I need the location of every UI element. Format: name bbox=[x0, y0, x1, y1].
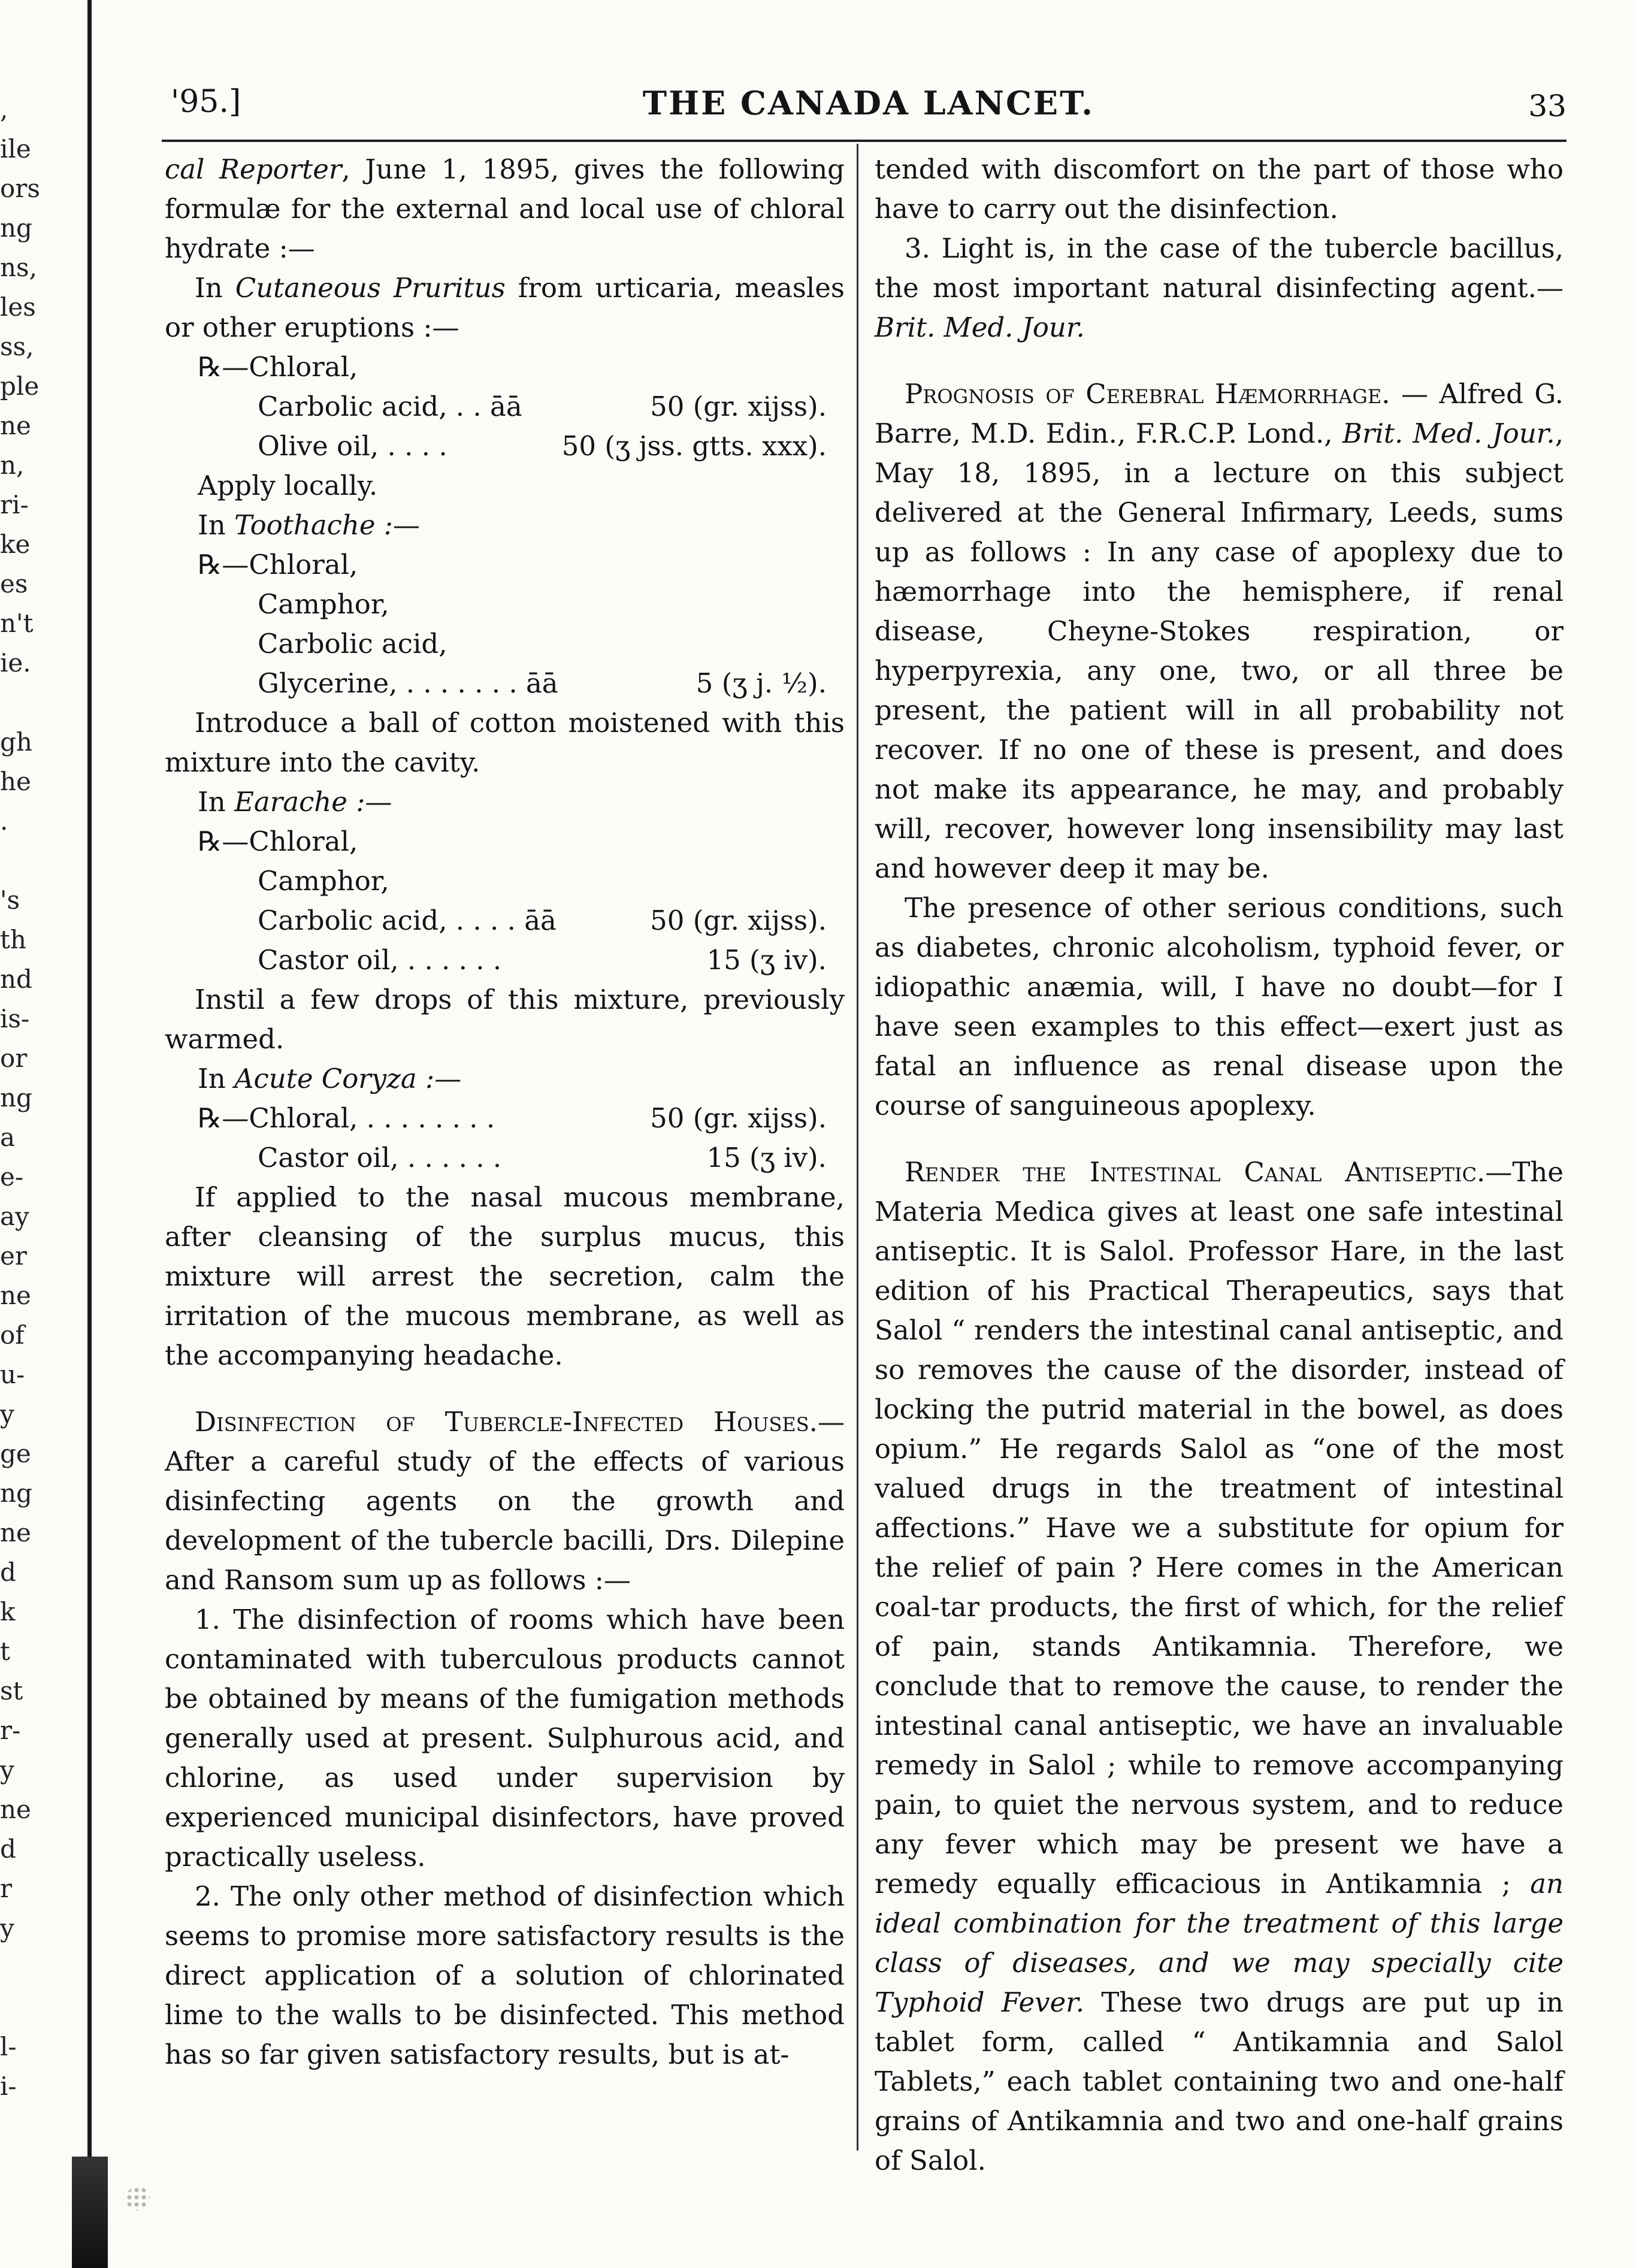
fragment-line: ng bbox=[0, 213, 32, 243]
fragment-line: is- bbox=[0, 1004, 30, 1033]
dose: 50 (gr. xijss). bbox=[650, 1102, 827, 1134]
header-rule bbox=[162, 140, 1567, 142]
article-paragraph: The presence of other serious conditions, such as diabetes, chronic alcoholism, typhoid fever, or idiopathic anæmia, will, I have no doubt—for I have seen examples to this effect—exert just as fatal an influence as renal disease upon the course of sanguineous apoplexy. bbox=[875, 892, 1564, 1121]
ingredient: Olive oil, . . . . bbox=[258, 430, 447, 462]
fragment-line: k bbox=[0, 1597, 16, 1626]
fragment-line: he bbox=[0, 767, 31, 796]
article-text: —After a careful study of the effects of various disinfecting agents on the growth and development of the tubercle bacilli, Drs. Dilepine and Ransom sum up as follows :— bbox=[165, 1406, 845, 1596]
pruritus-desc: from urticaria, measles or other eruptions :— bbox=[165, 272, 845, 343]
formula-row bbox=[165, 901, 845, 941]
formula-row bbox=[165, 585, 845, 624]
numbered-point: 1. The disinfection of rooms which have been contaminated with tuberculous products cannot be obtained by means of the fumigation methods generally used at present. Sulphurous acid, and chlorine, as used under supervision by experienced municipal disinfectors, have proved practically useless. bbox=[165, 1604, 845, 1873]
earache-heading bbox=[165, 782, 845, 822]
fragment-line: u- bbox=[0, 1360, 25, 1389]
article-text: , May 18, 1895, in a lecture on this subject delivered at the General Infirmary, Leeds, sums up as follows : In any case of apoplexy due to hæmorrhage into the hemisphere, if renal disease, Cheyne-Stokes respiration, or hyperpyrexia, any one, two, or all three be present, the patient will in all probability not recover. If no one of these is present, and does not make its appearance, he may, and probably will, recover, however long insensibility may last and however deep it may be. bbox=[875, 418, 1564, 884]
fragment-line: y bbox=[0, 1913, 14, 1943]
intro-paragraph bbox=[165, 150, 845, 268]
fragment-line: e- bbox=[0, 1162, 24, 1192]
instruction: Introduce a ball of cotton moistened with this mixture into the cavity. bbox=[165, 707, 845, 778]
fragment-line bbox=[0, 1988, 30, 2027]
page-binding-shadow bbox=[72, 2157, 108, 2268]
source-reference: Brit. Med. Jour. bbox=[875, 312, 1085, 343]
page-binding-edge bbox=[87, 0, 92, 2157]
journal-title: THE CANADA LANCET. bbox=[642, 84, 1095, 122]
dose: 15 (ʒ iv). bbox=[706, 944, 827, 976]
fragment-line: ns, bbox=[0, 253, 37, 282]
ingredient: Carbolic acid, . . . . āā bbox=[258, 905, 557, 936]
dose: 50 (ʒ jss. gtts. xxx). bbox=[561, 430, 827, 462]
fragment-line: ri- bbox=[0, 490, 29, 519]
fragment-line: er bbox=[0, 1241, 27, 1271]
article-heading: Disinfection of Tubercle-Infected Houses. bbox=[195, 1406, 818, 1438]
rx-chloral: ℞—Chloral, . . . . . . . . bbox=[198, 1102, 495, 1134]
page-number: 33 bbox=[1528, 89, 1567, 123]
in-label: In bbox=[198, 509, 235, 541]
fragment-line: ors bbox=[0, 174, 40, 203]
point-text: 3. Light is, in the case of the tubercle bacillus, the most important natural disinfecting agent.— bbox=[875, 232, 1564, 304]
pruritus-heading bbox=[165, 268, 845, 347]
prognosis-article bbox=[875, 374, 1564, 888]
fragment-line: ge bbox=[0, 1439, 31, 1468]
fragment-line: st bbox=[0, 1676, 23, 1705]
rx-chloral: ℞—Chloral, bbox=[198, 549, 358, 580]
rx-line bbox=[165, 347, 845, 387]
dose: 5 (ʒ j. ½). bbox=[695, 667, 827, 699]
formula-row bbox=[165, 624, 845, 664]
fragment-line: th bbox=[0, 925, 26, 954]
article-heading: Render the Intestinal Canal Antiseptic. bbox=[905, 1156, 1486, 1188]
rx-line bbox=[165, 822, 845, 861]
column-divider bbox=[857, 144, 858, 2151]
fragment-line: n, bbox=[0, 450, 25, 480]
fragment-line bbox=[0, 1948, 30, 1988]
toothache-title: Toothache :— bbox=[234, 509, 420, 541]
paper-speck bbox=[126, 2187, 150, 2210]
article-heading: Prognosis of Cerebral Hæmorrhage. bbox=[905, 378, 1390, 410]
fragment-line: ng bbox=[0, 1478, 32, 1508]
ingredient: Camphor, bbox=[258, 865, 389, 897]
numbered-point: 2. The only other method of disinfection which seems to promise more satisfactory results is the direct application of a solution of chlorinated lime to the walls to be disinfected. This method has so far given satisfactory results, but is at- bbox=[165, 1880, 845, 2070]
fragment-line: gh bbox=[0, 727, 32, 757]
adjacent-page-fragments bbox=[0, 90, 40, 2106]
fragment-line: , bbox=[0, 95, 8, 124]
rx-line bbox=[165, 545, 845, 585]
coryza-heading bbox=[165, 1059, 845, 1099]
fragment-line: or bbox=[0, 1044, 28, 1073]
instruction: Instil a few drops of this mixture, previously warmed. bbox=[165, 984, 845, 1055]
antiseptic-article bbox=[875, 1153, 1564, 2181]
in-label: In bbox=[195, 272, 235, 304]
instruction: Apply locally. bbox=[198, 470, 378, 501]
fragment-line: ne bbox=[0, 411, 31, 440]
fragment-line: i- bbox=[0, 2072, 17, 2101]
disinfection-article bbox=[165, 1402, 845, 1600]
instruction: If applied to the nasal mucous membrane, after cleansing of the surplus mucus, this mixture will arrest the secretion, calm the irritation of the mucous membrane, as well as the accompanying headache. bbox=[165, 1181, 845, 1371]
earache-title: Earache :— bbox=[234, 786, 392, 818]
fragment-line: a bbox=[0, 1123, 16, 1152]
fragment-line: ss, bbox=[0, 332, 34, 361]
article-text: These two drugs are put up in tablet form, called “ Antikamnia and Salol Tablets,” each tablet containing two and one-half grains of Antikamnia and two and one-half grains of Salol. bbox=[875, 1986, 1564, 2176]
rx-chloral: ℞—Chloral, bbox=[198, 351, 358, 383]
header-year: '95.] bbox=[171, 84, 241, 120]
fragment-line: of bbox=[0, 1320, 25, 1350]
dose: 15 (ʒ iv). bbox=[706, 1142, 827, 1174]
ingredient: Castor oil, . . . . . . bbox=[258, 944, 502, 976]
fragment-line: ne bbox=[0, 1795, 31, 1824]
formula-row bbox=[165, 1138, 845, 1178]
coryza-title: Acute Coryza :— bbox=[234, 1063, 462, 1094]
ingredient: Carbolic acid, bbox=[258, 628, 447, 660]
formula-row bbox=[165, 941, 845, 980]
continued-text: tended with discomfort on the part of those who have to carry out the disinfection. bbox=[875, 153, 1564, 225]
in-label: In bbox=[198, 1063, 235, 1094]
rx-chloral: ℞—Chloral, bbox=[198, 825, 358, 857]
fragment-line: . bbox=[0, 806, 8, 836]
fragment-line: t bbox=[0, 1637, 10, 1666]
fragment-line: r- bbox=[0, 1716, 21, 1745]
ingredient: Carbolic acid, . . āā bbox=[258, 391, 522, 422]
formula-row bbox=[165, 427, 845, 466]
ingredient: Castor oil, . . . . . . bbox=[258, 1142, 502, 1174]
fragment-line: les bbox=[0, 292, 36, 322]
formula-row bbox=[165, 387, 845, 427]
pruritus-title: Cutaneous Pruritus bbox=[235, 272, 506, 304]
fragment-line: y bbox=[0, 1755, 14, 1785]
toothache-heading bbox=[165, 506, 845, 545]
dose: 50 (gr. xijss). bbox=[650, 391, 827, 422]
ingredient: Glycerine, . . . . . . . āā bbox=[258, 667, 558, 699]
fragment-line: ie. bbox=[0, 648, 31, 678]
source-reference: Brit. Med. Jour. bbox=[1342, 418, 1555, 449]
ingredient: Camphor, bbox=[258, 588, 389, 620]
article-text: — Alfred G. Barre, M.D. Edin., F.R.C.P. Lond., bbox=[875, 378, 1564, 449]
numbered-point bbox=[875, 229, 1564, 347]
fragment-line: ne bbox=[0, 1281, 31, 1310]
formula-row bbox=[165, 861, 845, 901]
fragment-line: ng bbox=[0, 1083, 32, 1112]
fragment-line: r bbox=[0, 1874, 13, 1903]
fragment-line: ke bbox=[0, 530, 31, 559]
formula-row bbox=[165, 664, 845, 703]
fragment-line: nd bbox=[0, 964, 32, 994]
emphasis-text: an ideal combination for the treatment of this large class of diseases, and we may specially cite Typhoid Fever. bbox=[875, 1868, 1564, 2018]
fragment-line: ple bbox=[0, 371, 40, 401]
left-column bbox=[165, 150, 845, 2075]
fragment-line bbox=[0, 683, 30, 722]
running-header bbox=[171, 84, 1567, 132]
fragment-line: d bbox=[0, 1834, 16, 1864]
fragment-line: n't bbox=[0, 609, 34, 638]
fragment-line: ay bbox=[0, 1202, 29, 1231]
fragment-line: 's bbox=[0, 885, 20, 915]
formula-row bbox=[165, 1099, 845, 1138]
fragment-line: ile bbox=[0, 134, 31, 164]
source-reference: cal Reporter bbox=[165, 153, 342, 185]
fragment-line: ne bbox=[0, 1518, 31, 1547]
right-column bbox=[875, 150, 1564, 2181]
fragment-line: d bbox=[0, 1558, 16, 1587]
article-text: —The Materia Medica gives at least one safe intestinal antiseptic. It is Salol. Professor Hare, in the last edition of his Practical Therapeutics, says that Salol “ renders the intestinal canal antiseptic, and so removes the cause of the disorder, instead of locking the putrid material in the bowel, as does opium.” He regards Salol as “one of the most valued drugs in the treatment of intestinal affections.” Have we a substitute for opium for the relief of pain ? Here comes in the American coal-tar products, the first of which, for the relief of pain, stands Antikamnia. Therefore, we conclude that to remove the cause, to render the intestinal canal antiseptic, we have an invaluable remedy in Salol ; while to remove accompanying pain, to quiet the nervous system, and to reduce any fever which may be present we have a remedy equally efficacious in Antikamnia ; bbox=[875, 1156, 1564, 1900]
intro-text: , June 1, 1895, gives the following formulæ for the external and local use of chloral hydrate :— bbox=[165, 153, 845, 264]
fragment-line: es bbox=[0, 569, 28, 598]
fragment-line: l- bbox=[0, 2032, 17, 2061]
fragment-line: y bbox=[0, 1399, 14, 1429]
dose: 50 (gr. xijss). bbox=[650, 905, 827, 936]
fragment-line bbox=[0, 841, 30, 881]
in-label: In bbox=[198, 786, 235, 818]
